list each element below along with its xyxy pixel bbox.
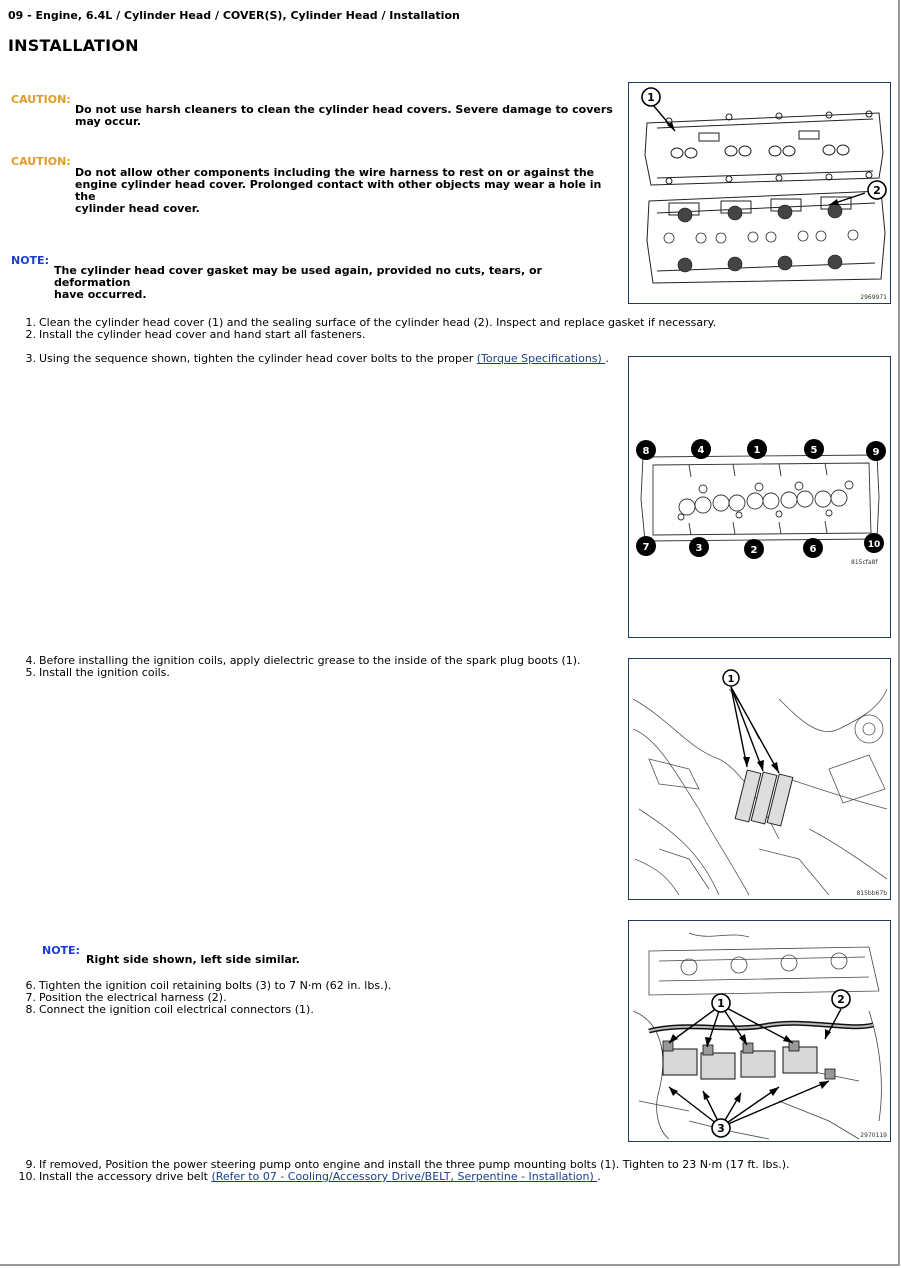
sequence-number: 8 bbox=[642, 446, 650, 457]
step-item bbox=[6, 1004, 314, 1016]
step-text: If removed, Position the power steering pump onto engine and install the three pump mounting bolts (1). Tighten to 23 N·m (17 ft. lbs.). bbox=[39, 1158, 790, 1171]
step-item bbox=[6, 353, 609, 365]
figure-cylinder-head-cover bbox=[628, 82, 891, 304]
breadcrumb: 09 - Engine, 6.4L / Cylinder Head / COVER(S), Cylinder Head / Installation bbox=[8, 9, 460, 22]
sequence-number: 10 bbox=[867, 540, 881, 550]
step-text: Tighten the ignition coil retaining bolts (3) to 7 N·m (62 in. lbs.). bbox=[39, 979, 392, 992]
serpentine-belt-installation-link[interactable]: (Refer to 07 - Cooling/Accessory Drive/BELT, Serpentine - Installation) bbox=[211, 1170, 598, 1183]
caution-label: CAUTION: bbox=[11, 93, 71, 106]
step-number: 7. bbox=[25, 991, 36, 1004]
caution-text-line: Do not use harsh cleaners to clean the cylinder head covers. Severe damage to covers bbox=[75, 103, 613, 116]
callout-label: 3 bbox=[717, 1122, 725, 1135]
ignition-coils-illustration bbox=[629, 921, 890, 1141]
step-number: 6. bbox=[25, 979, 36, 992]
sequence-number: 1 bbox=[753, 445, 761, 456]
step-number: 5. bbox=[25, 666, 36, 679]
sequence-number: 7 bbox=[642, 542, 650, 553]
caution-text-line: engine cylinder head cover. Prolonged contact with other objects may wear a hole in the bbox=[75, 178, 602, 203]
cylinder-head-cover-illustration bbox=[629, 83, 890, 303]
sequence-number: 2 bbox=[750, 545, 758, 556]
step-text: Position the electrical harness (2). bbox=[39, 991, 227, 1004]
figure-ignition-coils bbox=[628, 920, 891, 1142]
note-label: NOTE: bbox=[11, 254, 49, 267]
step-number: 3. bbox=[25, 352, 36, 365]
caution-label: CAUTION: bbox=[11, 155, 71, 168]
step-text: Using the sequence shown, tighten the cylinder head cover bolts to the proper bbox=[39, 352, 477, 365]
note-text: Right side shown, left side similar. bbox=[86, 953, 300, 966]
page-title: INSTALLATION bbox=[8, 36, 139, 55]
sequence-number: 3 bbox=[695, 543, 703, 554]
note-text-line: have occurred. bbox=[54, 288, 147, 301]
step-text: Install the cylinder head cover and hand start all fasteners. bbox=[39, 328, 366, 341]
step-number: 8. bbox=[25, 1003, 36, 1016]
callout-label: 1 bbox=[727, 674, 735, 685]
figure-code: 815cfa8f bbox=[851, 559, 878, 566]
note-text-line: The cylinder head cover gasket may be used again, provided no cuts, tears, or deformation bbox=[54, 264, 542, 289]
note-text bbox=[54, 265, 620, 301]
step-text-end: . bbox=[597, 1170, 601, 1183]
sequence-number: 6 bbox=[809, 544, 817, 555]
figure-code: 815bb67b bbox=[856, 890, 887, 897]
torque-specifications-link[interactable]: (Torque Specifications) bbox=[476, 352, 606, 365]
caution-text bbox=[75, 104, 620, 128]
spark-plug-boots-illustration bbox=[629, 659, 890, 899]
caution-text-line: Do not allow other components including the wire harness to rest on or against the bbox=[75, 166, 595, 179]
step-number: 9. bbox=[25, 1158, 36, 1171]
caution-text-line: may occur. bbox=[75, 115, 142, 128]
figure-bolt-sequence bbox=[628, 356, 891, 638]
note-label: NOTE: bbox=[42, 944, 80, 957]
callout-label: 1 bbox=[717, 997, 725, 1010]
callout-label: 2 bbox=[873, 184, 881, 197]
step-text: Before installing the ignition coils, apply dielectric grease to the inside of the spark plug boots (1). bbox=[39, 654, 581, 667]
sequence-number: 5 bbox=[810, 445, 818, 456]
step-text: Connect the ignition coil electrical connectors (1). bbox=[39, 1003, 314, 1016]
step-text: Install the accessory drive belt bbox=[39, 1170, 212, 1183]
step-text: Clean the cylinder head cover (1) and the sealing surface of the cylinder head (2). Inspect and replace gasket if necessary. bbox=[39, 316, 717, 329]
step-text-end: . bbox=[605, 352, 609, 365]
caution-text-line: cylinder head cover. bbox=[75, 202, 200, 215]
callout-label: 1 bbox=[647, 91, 655, 104]
sequence-number: 9 bbox=[872, 447, 880, 458]
figure-spark-plug-boots bbox=[628, 658, 891, 900]
step-number: 4. bbox=[25, 654, 36, 667]
step-item bbox=[6, 667, 170, 679]
figure-code: 2969971 bbox=[860, 294, 887, 301]
step-number: 10. bbox=[18, 1170, 36, 1183]
step-text: Install the ignition coils. bbox=[39, 666, 170, 679]
caution-text bbox=[75, 167, 620, 215]
callout-label: 2 bbox=[837, 993, 845, 1006]
step-item bbox=[6, 1171, 601, 1183]
step-item bbox=[6, 329, 365, 341]
sequence-number: 4 bbox=[697, 445, 705, 456]
step-number: 1. bbox=[25, 316, 36, 329]
step-number: 2. bbox=[25, 328, 36, 341]
figure-code: 2970119 bbox=[860, 1132, 887, 1139]
bolt-sequence-illustration bbox=[629, 357, 890, 637]
